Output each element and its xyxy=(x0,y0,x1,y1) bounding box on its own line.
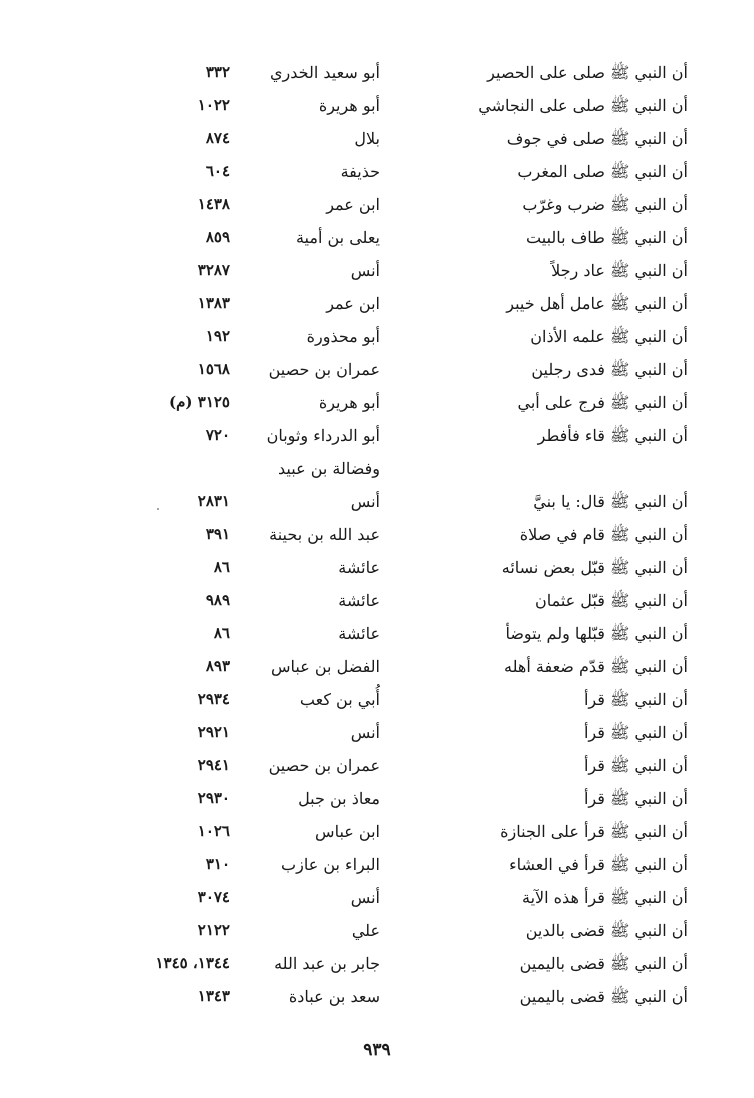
hadith-text: أن النبي ﷺ قضى باليمين xyxy=(519,987,688,1006)
hadith-text: أن النبي ﷺ قاء فأفطر xyxy=(537,426,688,445)
hadith-number: ١٠٢٢ xyxy=(197,96,230,114)
narrator-name: عمران بن حصين xyxy=(268,360,380,379)
hadith-number: ٩٨٩ xyxy=(205,591,230,609)
index-row xyxy=(0,56,754,89)
index-row xyxy=(0,617,754,650)
index-row xyxy=(0,89,754,122)
narrator-name: أبو هريرة xyxy=(318,393,380,412)
index-row xyxy=(0,287,754,320)
hadith-number: ٢٩٣٠ xyxy=(197,789,230,807)
hadith-text: أن النبي ﷺ قضى بالدين xyxy=(525,921,688,940)
narrator-name: أنس xyxy=(350,492,380,511)
narrator-name: الفضل بن عباس xyxy=(271,657,380,676)
hadith-text: أن النبي ﷺ صلى المغرب xyxy=(517,162,688,181)
hadith-text: أن النبي ﷺ قرأ xyxy=(583,690,688,709)
hadith-number: ٢٩٢١ xyxy=(197,723,230,741)
page-number: ٩٣٩ xyxy=(363,1040,391,1060)
index-row xyxy=(0,122,754,155)
hadith-number: ١٥٦٨ xyxy=(197,360,230,378)
hadith-text: أن النبي ﷺ قرأ xyxy=(583,723,688,742)
narrator-name: أبو هريرة xyxy=(318,96,380,115)
hadith-number: ٨٩٣ xyxy=(205,657,230,675)
hadith-number: ٨٥٩ xyxy=(205,228,230,246)
hadith-number: ٦٠٤ xyxy=(205,162,230,180)
index-row xyxy=(0,782,754,815)
narrator-name-continued: وفضالة بن عبيد xyxy=(278,459,380,478)
narrator-name: عائشة xyxy=(338,591,380,610)
hadith-text: أن النبي ﷺ علمه الأذان xyxy=(530,327,688,346)
hadith-text: أن النبي ﷺ صلى على الحصير xyxy=(487,63,688,82)
narrator-name: يعلى بن أمية xyxy=(295,228,380,247)
hadith-number: ١٣٨٣ xyxy=(197,294,230,312)
hadith-index-list xyxy=(0,56,754,1013)
hadith-text: أن النبي ﷺ قرأ هذه الآية xyxy=(521,888,688,907)
hadith-text: أن النبي ﷺ ضرب وغرّب xyxy=(522,195,688,214)
hadith-number: ٧٢٠ xyxy=(205,426,230,444)
narrator-name: سعد بن عبادة xyxy=(288,987,380,1006)
hadith-text: أن النبي ﷺ قبّل بعض نسائه xyxy=(501,558,688,577)
index-row xyxy=(0,485,754,518)
narrator-name: عائشة xyxy=(338,624,380,643)
narrator-name: أبو سعيد الخدري xyxy=(270,63,380,82)
narrator-name: أنس xyxy=(350,888,380,907)
hadith-text: أن النبي ﷺ عاد رجلاً xyxy=(551,261,688,280)
index-row xyxy=(0,254,754,287)
narrator-name: أبو محذورة xyxy=(306,327,380,346)
hadith-number: ٢٩٤١ xyxy=(197,756,230,774)
hadith-number: ١٤٣٨ xyxy=(197,195,230,213)
index-row xyxy=(0,353,754,386)
hadith-number: ٣١٢٥ (م) xyxy=(169,393,230,411)
narrator-name: علي xyxy=(351,921,380,940)
hadith-text: أن النبي ﷺ فدى رجلين xyxy=(531,360,688,379)
hadith-text: أن النبي ﷺ قدّم ضعفة أهله xyxy=(504,657,688,676)
hadith-text: أن النبي ﷺ قرأ xyxy=(583,789,688,808)
narrator-name: عمران بن حصين xyxy=(268,756,380,775)
index-row xyxy=(0,749,754,782)
narrator-name: البراء بن عازب xyxy=(281,855,380,874)
index-row xyxy=(0,518,754,551)
hadith-text: أن النبي ﷺ فرج على أبي xyxy=(517,393,688,412)
index-row xyxy=(0,683,754,716)
narrator-name: أُبي بن كعب xyxy=(299,690,380,709)
hadith-text: أن النبي ﷺ قبّل عثمان xyxy=(534,591,688,610)
hadith-number: ٣٢٨٧ xyxy=(197,261,230,279)
hadith-number: ٢٩٣٤ xyxy=(197,690,230,708)
hadith-number: ٨٧٤ xyxy=(205,129,230,147)
narrator-name: عائشة xyxy=(338,558,380,577)
hadith-number: ١٩٢ xyxy=(205,327,230,345)
hadith-number: ٣١٠ xyxy=(205,855,230,873)
hadith-text: أن النبي ﷺ صلى على النجاشي xyxy=(478,96,688,115)
index-row xyxy=(0,320,754,353)
index-row xyxy=(0,551,754,584)
narrator-name: أنس xyxy=(350,261,380,280)
index-row xyxy=(0,650,754,683)
hadith-text: أن النبي ﷺ عامل أهل خيبر xyxy=(506,294,688,313)
hadith-text: أن النبي ﷺ قام في صلاة xyxy=(519,525,688,544)
narrator-name: أنس xyxy=(350,723,380,742)
narrator-name: معاذ بن جبل xyxy=(298,789,380,808)
narrator-name: أبو الدرداء وثوبان xyxy=(266,426,380,445)
index-row xyxy=(0,947,754,980)
index-row xyxy=(0,386,754,419)
hadith-text: أن النبي ﷺ قرأ على الجنازة xyxy=(500,822,688,841)
index-row xyxy=(0,980,754,1013)
index-row xyxy=(0,881,754,914)
narrator-name: ابن عباس xyxy=(315,822,380,841)
hadith-number: ٨٦ xyxy=(213,558,230,576)
narrator-name: حذيفة xyxy=(340,162,380,181)
hadith-text: أن النبي ﷺ قضى باليمين xyxy=(519,954,688,973)
hadith-number: ١٣٤٣ xyxy=(197,987,230,1005)
narrator-name: عبد الله بن بحينة xyxy=(269,525,380,544)
index-row xyxy=(0,155,754,188)
hadith-number: ١٣٤٤، ١٣٤٥ xyxy=(155,954,230,972)
hadith-number: ١٠٢٦ xyxy=(197,822,230,840)
hadith-text: أن النبي ﷺ قال: يا بنيَّ xyxy=(533,492,688,511)
index-row xyxy=(0,221,754,254)
hadith-number: ٨٦ xyxy=(213,624,230,642)
print-speck xyxy=(157,508,159,510)
narrator-name: بلال xyxy=(354,129,380,148)
hadith-text: أن النبي ﷺ قبّلها ولم يتوضأ xyxy=(505,624,688,643)
hadith-text: أن النبي ﷺ قرأ xyxy=(583,756,688,775)
index-row xyxy=(0,848,754,881)
index-row xyxy=(0,419,754,485)
narrator-name: جابر بن عبد الله xyxy=(274,954,380,973)
hadith-number: ٢١٢٢ xyxy=(197,921,230,939)
index-row xyxy=(0,584,754,617)
index-row xyxy=(0,188,754,221)
index-row xyxy=(0,914,754,947)
hadith-number: ٣٠٧٤ xyxy=(197,888,230,906)
narrator-name: ابن عمر xyxy=(326,195,380,214)
narrator-name: ابن عمر xyxy=(326,294,380,313)
hadith-text: أن النبي ﷺ طاف بالبيت xyxy=(526,228,688,247)
hadith-text: أن النبي ﷺ صلى في جوف xyxy=(506,129,688,148)
index-row xyxy=(0,716,754,749)
hadith-text: أن النبي ﷺ قرأ في العشاء xyxy=(509,855,688,874)
hadith-number: ٢٨٣١ xyxy=(197,492,230,510)
hadith-number: ٣٩١ xyxy=(205,525,230,543)
hadith-number: ٣٣٢ xyxy=(205,63,230,81)
index-row xyxy=(0,815,754,848)
